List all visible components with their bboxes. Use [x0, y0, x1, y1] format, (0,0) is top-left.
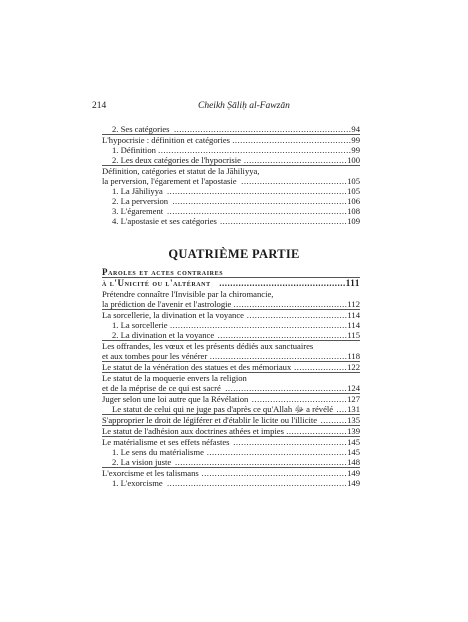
toc-entry-page: ....................................................................105 [167, 186, 360, 196]
toc-entry [102, 155, 360, 165]
toc-entry-text: L'exorcisme et les talismans [102, 468, 199, 478]
toc-entry-text: Le statut de la vénération des statues et des mémoriaux [102, 362, 292, 372]
toc-entry-text: Le statut de celui qui ne juge pas d'après ce qu'Allah ﷻ a révélé [112, 404, 334, 414]
toc-entry [102, 145, 360, 155]
toc-entry [102, 216, 360, 226]
toc-entry-page: ..................................................................106 [172, 196, 360, 206]
toc-entry [102, 320, 360, 330]
toc-entry-page: ..........135 [320, 415, 360, 425]
toc-entry-text: 2. Les deux catégories de l'hypocrisie [112, 155, 241, 165]
toc-entry-page: ................................................109 [219, 216, 360, 226]
toc-entry-page: .......................................100 [243, 155, 360, 165]
part-heading-page: ..............................................111 [219, 278, 360, 288]
toc-entry-text: 1. Définition [112, 145, 156, 155]
toc-entry-text: La sorcellerie, la divination et la voyance [102, 310, 244, 320]
toc-entry [102, 467, 360, 478]
toc-entry-text: Les offrandes, les vœux et les présents dédiés aux sanctuaires [102, 341, 314, 351]
toc-entry-page: ....................................127 [251, 394, 360, 404]
toc-entry [102, 299, 360, 309]
toc-block-2 [102, 289, 360, 488]
toc-entry-page: ...................................................................94 [173, 124, 360, 134]
toc-entry-text: 1. Le sens du matérialisme [112, 447, 204, 457]
toc-entry [102, 196, 360, 206]
toc-entry-text: 3. L'égarement [112, 206, 164, 216]
toc-entry [102, 478, 360, 488]
part-title: QUATRIÈME PARTIE [168, 247, 300, 261]
toc-entry-text: 2. La perversion [112, 196, 169, 206]
toc-entry-page: ....................................................118 [209, 351, 360, 361]
toc-entry [102, 425, 360, 436]
toc-entry-text: Le matérialisme et ses effets néfastes [102, 437, 230, 447]
toc-entry [102, 289, 360, 299]
toc-entry-page: .......................................................149 [201, 468, 360, 478]
toc-entry [102, 414, 360, 425]
toc-entry-page: .................................................................148 [174, 457, 360, 467]
toc-entry-page: .....................................................145 [206, 447, 360, 457]
toc-entry [102, 165, 360, 176]
toc-entry-text: la perversion, l'égarement et l'apostasie [102, 176, 237, 186]
toc-entry-text: Le statut de l'adhésion aux doctrines athées et impies [102, 426, 284, 436]
toc-entry-page: ....................................................................149 [167, 478, 360, 488]
toc-entry-page: ...................................................................114 [169, 320, 360, 330]
toc-entry [102, 330, 360, 340]
toc-entry-text: et aux tombes pour les vénérer [102, 351, 208, 361]
toc-entry [102, 361, 360, 372]
toc-entry-page: ......................................114 [246, 310, 360, 320]
toc-entry [102, 340, 360, 351]
toc-entry-page: ........................................105 [241, 176, 360, 186]
toc-entry-text: la prédiction de l'avenir et l'astrologie [102, 299, 232, 309]
toc-entry-text: L'hypocrisie : définition et catégories [102, 135, 231, 145]
toc-entry [102, 436, 360, 447]
part-heading-line-1: Paroles et actes contraires [102, 267, 224, 277]
toc-entry-page: ..............................................124 [225, 383, 360, 393]
toc-entry-page: ....................122 [294, 362, 360, 372]
toc-entry-page: ...........................................112 [233, 299, 360, 309]
toc-entry-text: 2. La vision juste [112, 457, 172, 467]
toc-entry-text: 1. La Jāhiliyya [112, 186, 163, 196]
toc-entry-text: 1. La sorcellerie [112, 320, 168, 330]
toc-entry [102, 457, 360, 467]
toc-entry [102, 134, 360, 145]
toc-entry [102, 186, 360, 196]
page-header [92, 101, 379, 113]
part-heading-line-2: à l'Unicité ou l'altérant ..............................................111 [102, 278, 360, 288]
toc-entry [102, 404, 360, 414]
toc-entry-text: 1. L'exorcisme [112, 478, 163, 488]
toc-entry [102, 206, 360, 216]
toc-entry-text: 4. L'apostasie et ses catégories [112, 216, 217, 226]
part-heading [102, 267, 360, 288]
toc-entry-page: .......................139 [286, 426, 360, 436]
toc-entry [102, 393, 360, 404]
toc-entry-page: ....................................................................108 [167, 206, 360, 216]
toc-entry [102, 372, 360, 383]
page-number: 214 [92, 101, 107, 111]
toc-entry-text: 2. Ses catégories [112, 124, 170, 134]
toc-entry-page: ...........................................145 [233, 437, 360, 447]
toc-entry [102, 124, 360, 134]
toc-entry-text: S'approprier le droit de légiférer et d'établir le licite ou l'illicite [102, 415, 318, 425]
toc-entry-text: Définition, catégories et statut de la Jāhiliyya, [102, 166, 260, 176]
toc-entry-text: 2. La divination et la voyance [112, 330, 215, 340]
toc-block-1 [102, 124, 360, 226]
toc-entry-text: Juger selon une loi autre que la Révélation [102, 394, 249, 404]
toc-entry [102, 351, 360, 361]
toc-entry [102, 309, 360, 320]
running-title: Cheikh Ṣāliḥ al-Fawzān [198, 101, 290, 111]
toc-entry-page: ....131 [336, 404, 360, 414]
toc-entry [102, 447, 360, 457]
toc-entry [102, 176, 360, 186]
toc-entry-page: .................................................115 [217, 330, 360, 340]
toc-entry-page: .............................................99 [232, 135, 360, 145]
toc-entry-text: Prétendre connaître l'Invisible par la chiromancie, [102, 289, 274, 299]
toc-entry-text: et de la méprise de ce qui est sacré [102, 383, 221, 393]
toc-entry-text: Le statut de la moquerie envers la religion [102, 373, 247, 383]
toc-entry [102, 383, 360, 393]
toc-entry-page: .........................................................................99 [158, 145, 360, 155]
